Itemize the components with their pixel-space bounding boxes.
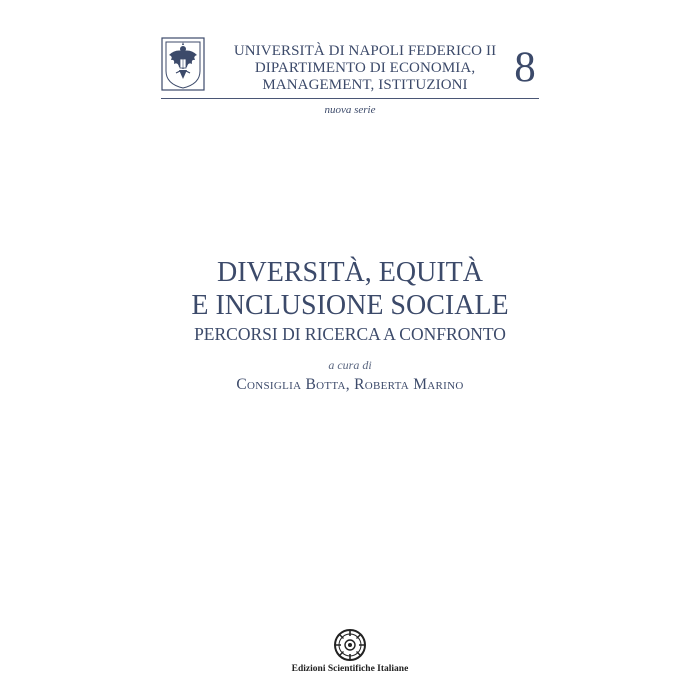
header-line-university: UNIVERSITÀ DI NAPOLI FEDERICO II [233,43,497,59]
institution-header [215,43,515,94]
series-number: 8 [514,44,536,91]
header-divider [161,98,539,99]
publisher-name: Edizioni Scientifiche Italiane [291,664,409,674]
title-line-2: E INCLUSIONE SOCIALE [191,290,509,321]
university-crest-icon [161,37,205,91]
series-label: nuova serie [324,104,376,116]
header-line-management: MANAGEMENT, ISTITUZIONI [262,77,468,93]
header-line-department: DIPARTIMENTO DI ECONOMIA, [254,60,476,76]
publisher-emblem-icon [333,628,367,662]
editor-label: a cura di [328,358,372,372]
editors-names: Consiglia Botta, Roberta Marino [236,376,464,393]
book-subtitle: PERCORSI DI RICERCA A CONFRONTO [194,324,506,344]
title-line-1: DIVERSITÀ, EQUITÀ [217,257,483,288]
book-title [150,256,550,322]
